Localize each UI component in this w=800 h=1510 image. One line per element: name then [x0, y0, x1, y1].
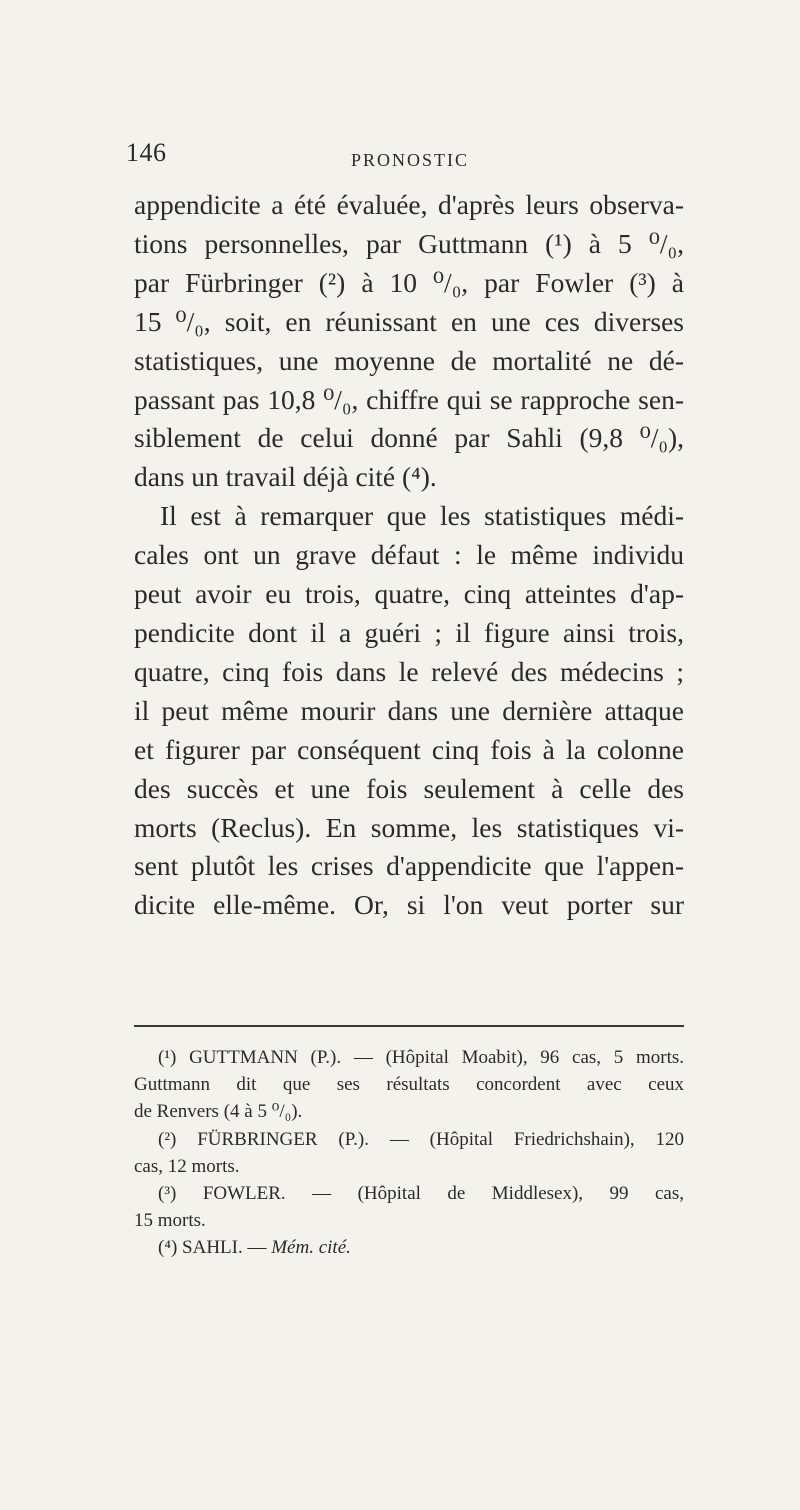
- text-line: quatre, cinq fois dans le relevé des médecins ;: [134, 655, 684, 687]
- text-line: passant pas 10,8 ⁰/₀, chiffre qui se rapproche sen-: [134, 383, 684, 415]
- text-line: cales ont un grave défaut : le même individu: [134, 539, 684, 571]
- footnote-2: (²) FÜRBRINGER (P.). — (Hôpital Friedrichshain), 120: [158, 1128, 684, 1150]
- text-line: sent plutôt les crises d'appendicite que l'appen-: [134, 850, 684, 882]
- text-line: par Fürbringer (²) à 10 ⁰/₀, par Fowler (³) à: [134, 266, 684, 298]
- text-line: peut avoir eu trois, quatre, cinq atteintes d'ap-: [134, 578, 684, 610]
- text-line: siblement de celui donné par Sahli (9,8 ⁰/₀),: [134, 422, 684, 454]
- text-line: morts (Reclus). En somme, les statistiques vi-: [134, 811, 684, 843]
- text-line: tions personnelles, par Guttmann (¹) à 5 ⁰/₀,: [134, 227, 684, 259]
- text-line: Il est à remarquer que les statistiques médi-: [160, 500, 684, 532]
- footnote-3-continuation: 15 morts.: [134, 1210, 206, 1232]
- footnote-4-author: (⁴) SAHLI. —: [158, 1237, 272, 1259]
- footnote-4-reference: Mém. cité.: [271, 1237, 351, 1259]
- text-line: appendicite a été évaluée, d'après leurs observa-: [134, 189, 684, 220]
- text-line: dans un travail déjà cité (⁴).: [134, 461, 437, 493]
- text-line: dicite elle-même. Or, si l'on veut porter sur: [134, 889, 684, 921]
- footnote-1: (¹) GUTTMANN (P.). — (Hôpital Moabit), 96 cas, 5 morts.: [158, 1047, 684, 1068]
- footnotes: [134, 1044, 684, 1262]
- footnote-3: (³) FOWLER. — (Hôpital de Middlesex), 99 cas,: [158, 1183, 684, 1205]
- footnote-1-continuation: Guttmann dit que ses résultats concordent avec ceux: [134, 1074, 684, 1096]
- text-line: 15 ⁰/₀, soit, en réunissant en une ces diverses: [134, 305, 684, 337]
- text-line: il peut même mourir dans une dernière attaque: [134, 694, 684, 726]
- text-line: et figurer par conséquent cinq fois à la colonne: [134, 733, 684, 765]
- footnote-4: [134, 1234, 684, 1261]
- footnote-divider: [134, 1025, 684, 1027]
- text-line: des succès et une fois seulement à celle des: [134, 772, 684, 804]
- footnote-1-continuation: de Renvers (4 à 5 ⁰/₀).: [134, 1101, 303, 1123]
- running-title: PRONOSTIC: [350, 150, 470, 170]
- main-text: [134, 186, 684, 925]
- page-number: 146: [126, 138, 167, 167]
- text-line: statistiques, une moyenne de mortalité ne dé-: [134, 344, 684, 376]
- text-line: pendicite dont il a guéri ; il figure ainsi trois,: [134, 616, 684, 648]
- footnote-2-continuation: cas, 12 morts.: [134, 1155, 240, 1177]
